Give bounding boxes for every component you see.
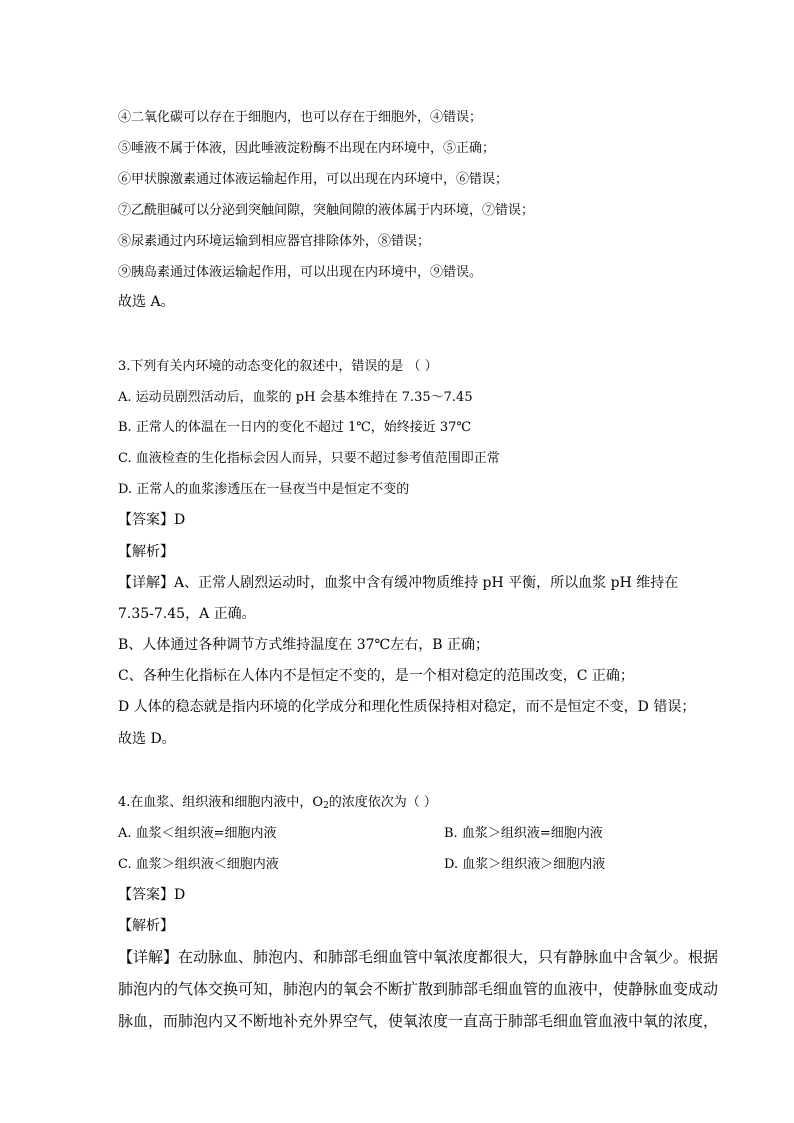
q4-option-c: C. 血浆＞组织液＜细胞内液 (118, 857, 279, 872)
q2-explanation-line: ⑥甲状腺激素通过体液运输起作用，可以出现在内环境中，⑥错误； (118, 172, 509, 187)
q3-detail-line: C、各种生化指标在人体内不是恒定不变的，是一个相对稳定的范围改变，C 正确； (118, 668, 634, 684)
q3-question: 3.下列有关内环境的动态变化的叙述中，错误的是 （ ） (118, 359, 438, 374)
q4-answer: 【答案】D (118, 887, 186, 903)
q2-explanation-line: ⑤唾液不属于体液，因此唾液淀粉酶不出现在内环境中，⑤正确； (118, 141, 496, 156)
q3-detail-line: 7.35-7.45，A 正确。 (118, 606, 256, 622)
q2-explanation-line: ⑦乙酰胆碱可以分泌到突触间隙，突触间隙的液体属于内环境，⑦错误； (118, 203, 535, 218)
q4-detail-line: 脉血，而肺泡内又不断地补充外界空气，使氧浓度一直高于肺部毛细血管血液中氧的浓度， (118, 1012, 719, 1030)
q4-question-subscript: 2 (323, 801, 329, 811)
q4-question-suffix: 的浓度依次为（ ） (328, 795, 437, 810)
q4-option-b: B. 血浆＞组织液=细胞内液 (444, 826, 603, 841)
q4-detail-line: 肺泡内的气体交换可知，肺泡内的氧会不断扩散到肺部毛细血管的血液中，使静脉血变成动 (118, 980, 719, 998)
q4-detail-line: 【详解】在动脉血、肺泡内、和肺部毛细血管中氧浓度都很大，只有静脉血中含氧少。根据 (118, 948, 719, 966)
q4-option-a: A. 血浆＜组织液=细胞内液 (118, 826, 277, 841)
q2-explanation-line: ⑧尿素通过内环境运输到相应器官排除体外，⑧错误； (118, 234, 431, 249)
q4-option-d: D. 血浆＞组织液＞细胞内液 (444, 857, 606, 872)
q2-explanation-line: ⑨胰岛素通过体液运输起作用，可以出现在内环境中，⑨错误。 (118, 265, 483, 280)
q3-detail-line: 【详解】A、正常人剧烈运动时，血浆中含有缓冲物质维持 pH 平衡，所以血浆 pH 维持在 (118, 575, 679, 591)
q3-option-a: A. 运动员剧烈活动后，血浆的 pH 会基本维持在 7.35～7.45 (118, 390, 473, 405)
q3-detail-line: D 人体的稳态就是指内环境的化学成分和理化性质保持相对稳定，而不是恒定不变，D 错误； (118, 699, 696, 715)
q4-analysis-label: 【解析】 (118, 918, 174, 934)
q4-question-prefix: 4.在血浆、组织液和细胞内液中，O (118, 795, 324, 810)
q2-explanation-line: ④二氧化碳可以存在于细胞内，也可以存在于细胞外，④错误； (118, 110, 483, 125)
q3-option-b: B. 正常人的体温在一日内的变化不超过 1℃，始终接近 37℃ (118, 420, 471, 435)
q4-question (118, 791, 437, 811)
q3-option-d: D. 正常人的血浆渗透压在一昼夜当中是恒定不变的 (118, 482, 410, 497)
q3-option-c: C. 血液检查的生化指标会因人而异，只要不超过参考值范围即正常 (118, 451, 500, 466)
q3-detail-line: 故选 D。 (118, 731, 176, 747)
q3-detail-line: B、人体通过各种调节方式维持温度在 37℃左右，B 正确； (118, 637, 489, 653)
q3-answer: 【答案】D (118, 512, 186, 528)
q3-analysis-label: 【解析】 (118, 544, 174, 560)
q2-conclusion: 故选 A。 (118, 294, 175, 310)
